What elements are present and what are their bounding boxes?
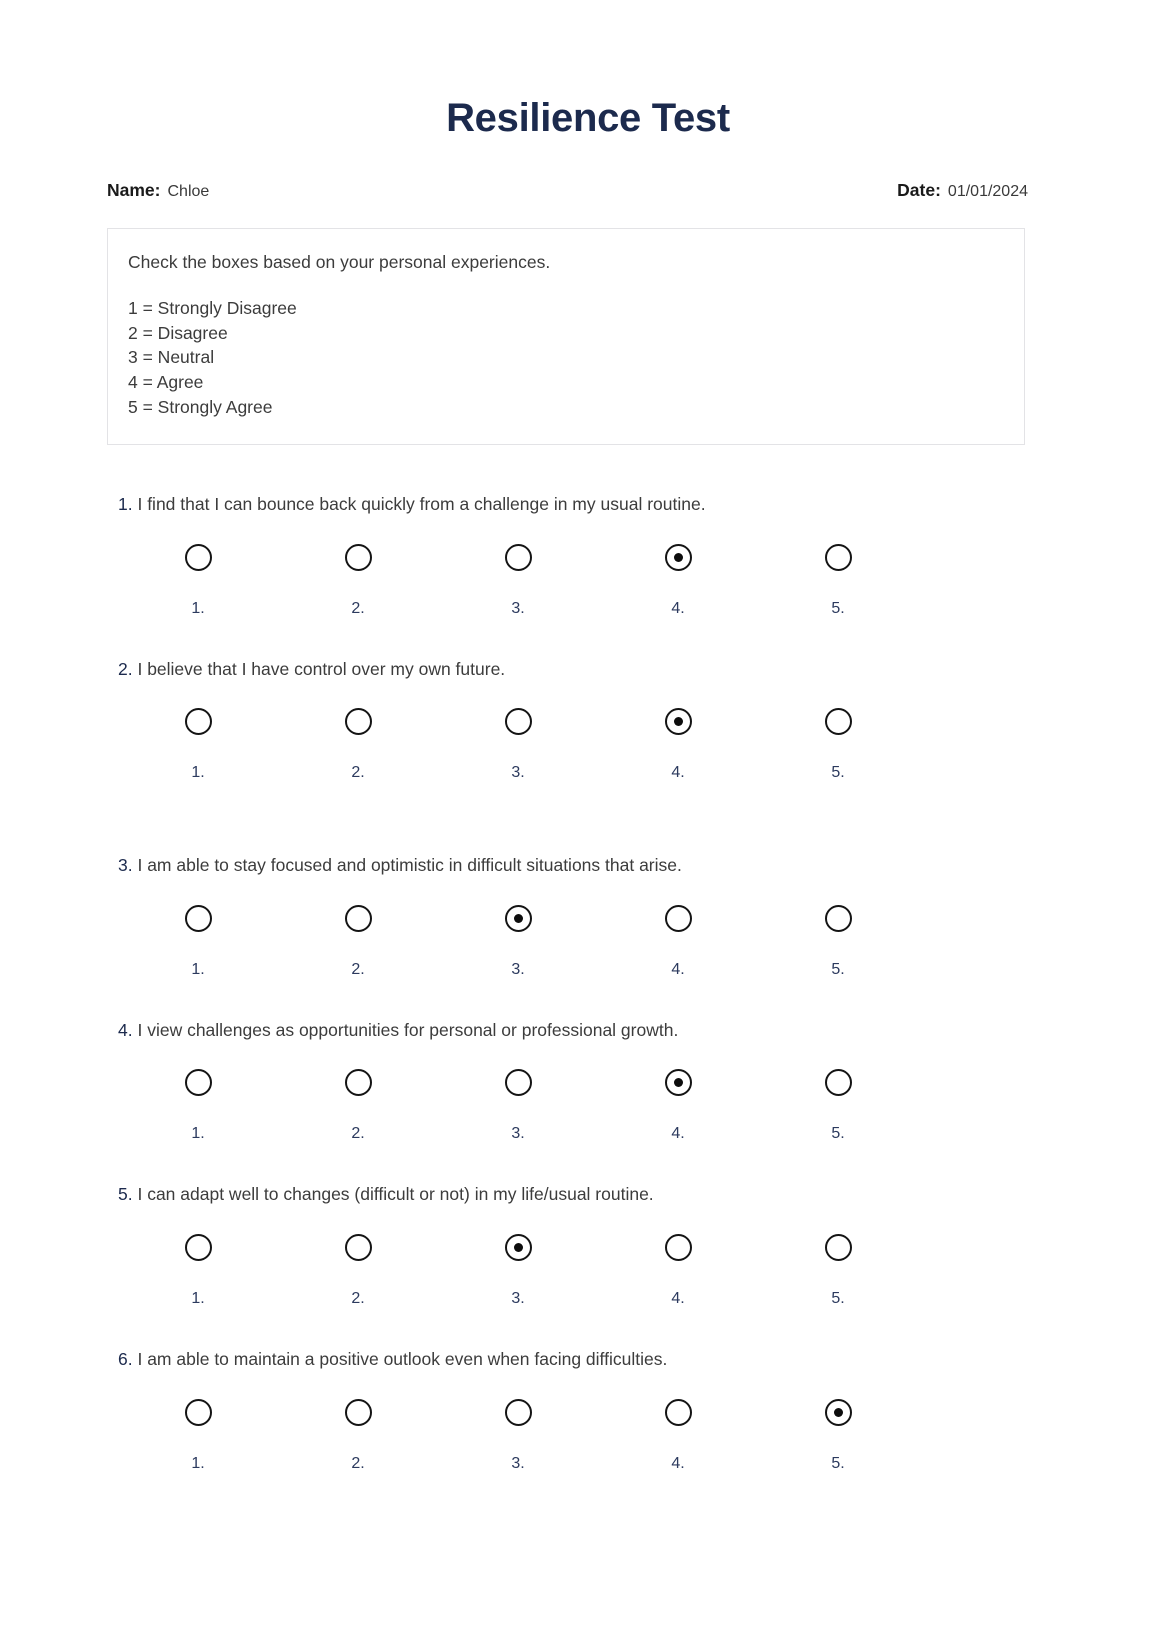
option-cell[interactable] <box>598 1069 758 1143</box>
question-block <box>0 1183 1176 1308</box>
radio-unselected-icon[interactable] <box>345 1069 372 1096</box>
option-cell[interactable] <box>758 1234 918 1308</box>
option-cell[interactable] <box>598 708 758 782</box>
radio-selected-icon[interactable] <box>825 1399 852 1426</box>
radio-dot <box>354 717 363 726</box>
question-block <box>0 1019 1176 1144</box>
radio-unselected-icon[interactable] <box>185 1234 212 1261</box>
radio-dot <box>354 1408 363 1417</box>
radio-dot <box>354 914 363 923</box>
radio-unselected-icon[interactable] <box>505 1399 532 1426</box>
radio-unselected-icon[interactable] <box>345 1399 372 1426</box>
radio-unselected-icon[interactable] <box>665 1399 692 1426</box>
question-text <box>118 1348 1176 1372</box>
option-cell[interactable] <box>278 905 438 979</box>
radio-dot <box>834 553 843 562</box>
option-label: 3. <box>511 1125 525 1143</box>
option-label: 5. <box>831 1290 845 1308</box>
option-label: 1. <box>191 1290 205 1308</box>
option-cell[interactable] <box>438 1399 598 1473</box>
radio-dot <box>674 914 683 923</box>
radio-dot <box>674 1408 683 1417</box>
scale-item-2: 2 = Disagree <box>128 322 228 343</box>
option-label: 2. <box>351 764 365 782</box>
radio-dot <box>834 1243 843 1252</box>
question-statement: I view challenges as opportunities for personal or professional growth. <box>132 1019 679 1040</box>
radio-dot <box>514 914 523 923</box>
option-cell[interactable] <box>118 708 278 782</box>
radio-dot <box>834 717 843 726</box>
radio-selected-icon[interactable] <box>505 1234 532 1261</box>
radio-dot <box>194 1408 203 1417</box>
option-cell[interactable] <box>118 1234 278 1308</box>
option-label: 3. <box>511 764 525 782</box>
option-cell[interactable] <box>758 544 918 618</box>
option-label: 1. <box>191 764 205 782</box>
option-cell[interactable] <box>758 905 918 979</box>
option-label: 1. <box>191 1125 205 1143</box>
scale-item-1: 1 = Strongly Disagree <box>128 297 297 318</box>
radio-dot <box>514 1408 523 1417</box>
option-cell[interactable] <box>438 1234 598 1308</box>
radio-dot <box>194 553 203 562</box>
option-label: 5. <box>831 960 845 978</box>
radio-unselected-icon[interactable] <box>825 544 852 571</box>
scale-legend <box>128 296 1002 420</box>
radio-dot <box>354 1243 363 1252</box>
radio-unselected-icon[interactable] <box>345 708 372 735</box>
radio-unselected-icon[interactable] <box>825 1069 852 1096</box>
options-row <box>118 905 918 979</box>
question-block <box>0 493 1176 618</box>
question-statement: I can adapt well to changes (difficult or not) in my life/usual routine. <box>132 1184 654 1205</box>
radio-selected-icon[interactable] <box>665 544 692 571</box>
option-label: 4. <box>671 960 685 978</box>
radio-dot <box>834 1078 843 1087</box>
option-label: 2. <box>351 599 365 617</box>
radio-dot <box>674 1078 683 1087</box>
question-text <box>118 1183 1176 1207</box>
option-label: 4. <box>671 599 685 617</box>
option-cell[interactable] <box>598 905 758 979</box>
option-label: 3. <box>511 1454 525 1472</box>
radio-unselected-icon[interactable] <box>185 1399 212 1426</box>
questions-list <box>0 493 1176 1473</box>
option-cell[interactable] <box>278 708 438 782</box>
radio-unselected-icon[interactable] <box>185 708 212 735</box>
question-text <box>118 1019 1176 1043</box>
option-cell[interactable] <box>278 1399 438 1473</box>
radio-dot <box>514 1243 523 1252</box>
option-label: 5. <box>831 599 845 617</box>
options-row <box>118 1234 918 1308</box>
radio-dot <box>514 1078 523 1087</box>
option-cell[interactable] <box>278 1069 438 1143</box>
option-label: 2. <box>351 1125 365 1143</box>
question-number: 4. <box>118 1019 133 1040</box>
option-cell[interactable] <box>438 708 598 782</box>
radio-unselected-icon[interactable] <box>345 905 372 932</box>
option-label: 3. <box>511 1290 525 1308</box>
question-block <box>0 854 1176 979</box>
option-label: 1. <box>191 960 205 978</box>
option-cell[interactable] <box>118 1069 278 1143</box>
question-number: 6. <box>118 1349 133 1370</box>
option-label: 4. <box>671 1290 685 1308</box>
option-label: 1. <box>191 1454 205 1472</box>
radio-unselected-icon[interactable] <box>825 708 852 735</box>
radio-dot <box>674 717 683 726</box>
question-number: 3. <box>118 855 133 876</box>
question-number: 5. <box>118 1184 133 1205</box>
option-cell[interactable] <box>118 544 278 618</box>
option-label: 5. <box>831 1125 845 1143</box>
radio-unselected-icon[interactable] <box>825 905 852 932</box>
radio-unselected-icon[interactable] <box>345 1234 372 1261</box>
page-title: Resilience Test <box>446 96 730 140</box>
instructions-box <box>107 228 1025 445</box>
date-label: Date: <box>897 180 941 200</box>
option-cell[interactable] <box>278 1234 438 1308</box>
question-block <box>0 1348 1176 1473</box>
radio-unselected-icon[interactable] <box>185 1069 212 1096</box>
radio-unselected-icon[interactable] <box>185 905 212 932</box>
scale-item-3: 3 = Neutral <box>128 347 215 368</box>
question-block <box>0 658 1176 783</box>
question-statement: I am able to maintain a positive outlook even when facing difficulties. <box>132 1349 668 1370</box>
option-label: 1. <box>191 599 205 617</box>
question-statement: I believe that I have control over my own future. <box>132 658 506 679</box>
radio-unselected-icon[interactable] <box>345 544 372 571</box>
radio-unselected-icon[interactable] <box>505 544 532 571</box>
option-label: 2. <box>351 1454 365 1472</box>
option-cell[interactable] <box>758 1069 918 1143</box>
radio-unselected-icon[interactable] <box>825 1234 852 1261</box>
option-cell[interactable] <box>758 708 918 782</box>
radio-unselected-icon[interactable] <box>505 708 532 735</box>
option-cell[interactable] <box>438 1069 598 1143</box>
radio-unselected-icon[interactable] <box>505 1069 532 1096</box>
option-cell[interactable] <box>118 905 278 979</box>
radio-unselected-icon[interactable] <box>665 905 692 932</box>
option-label: 5. <box>831 1454 845 1472</box>
question-text <box>118 854 1176 878</box>
question-text <box>118 493 1176 517</box>
option-label: 2. <box>351 960 365 978</box>
name-field <box>107 180 209 201</box>
name-label: Name: <box>107 180 161 200</box>
option-cell[interactable] <box>598 1399 758 1473</box>
option-label: 3. <box>511 960 525 978</box>
option-cell[interactable] <box>278 544 438 618</box>
radio-selected-icon[interactable] <box>665 708 692 735</box>
radio-dot <box>674 1243 683 1252</box>
radio-dot <box>834 1408 843 1417</box>
question-statement: I find that I can bounce back quickly from a challenge in my usual routine. <box>132 493 706 514</box>
option-cell[interactable] <box>598 1234 758 1308</box>
radio-dot <box>674 553 683 562</box>
option-cell[interactable] <box>598 544 758 618</box>
question-statement: I am able to stay focused and optimistic in difficult situations that arise. <box>132 855 682 876</box>
options-row <box>118 544 918 618</box>
name-value[interactable]: Chloe <box>167 183 210 200</box>
radio-unselected-icon[interactable] <box>665 1234 692 1261</box>
radio-dot <box>194 914 203 923</box>
date-field <box>897 180 1028 201</box>
radio-dot <box>194 1078 203 1087</box>
option-label: 5. <box>831 764 845 782</box>
question-number: 1. <box>118 493 133 514</box>
instructions-lead: Check the boxes based on your personal experiences. <box>128 252 551 272</box>
option-label: 4. <box>671 764 685 782</box>
radio-dot <box>354 553 363 562</box>
radio-selected-icon[interactable] <box>505 905 532 932</box>
question-text <box>118 658 1176 682</box>
scale-item-5: 5 = Strongly Agree <box>128 397 273 418</box>
option-label: 2. <box>351 1290 365 1308</box>
date-value[interactable]: 01/01/2024 <box>947 183 1028 200</box>
option-cell[interactable] <box>118 1399 278 1473</box>
option-label: 4. <box>671 1125 685 1143</box>
scale-item-4: 4 = Agree <box>128 372 204 393</box>
options-row <box>118 708 918 782</box>
radio-selected-icon[interactable] <box>665 1069 692 1096</box>
radio-dot <box>834 914 843 923</box>
radio-dot <box>514 717 523 726</box>
options-row <box>118 1399 918 1473</box>
meta-row <box>0 180 1176 201</box>
radio-unselected-icon[interactable] <box>185 544 212 571</box>
radio-dot <box>514 553 523 562</box>
radio-dot <box>194 717 203 726</box>
option-cell[interactable] <box>438 544 598 618</box>
option-label: 3. <box>511 599 525 617</box>
radio-dot <box>354 1078 363 1087</box>
radio-dot <box>194 1243 203 1252</box>
question-number: 2. <box>118 658 133 679</box>
option-cell[interactable] <box>758 1399 918 1473</box>
option-cell[interactable] <box>438 905 598 979</box>
options-row <box>118 1069 918 1143</box>
option-label: 4. <box>671 1454 685 1472</box>
